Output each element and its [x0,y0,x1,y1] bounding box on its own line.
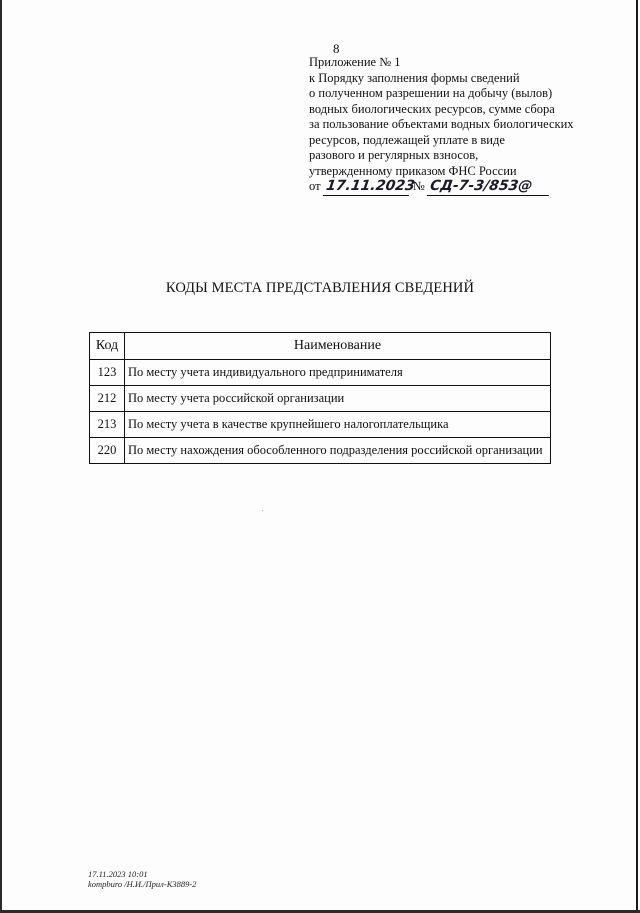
header-line: водных биологических ресурсов, сумме сбора [309,101,555,116]
row-code: 220 [90,438,125,464]
header-line: ресурсов, подлежащей уплате в виде [309,132,505,147]
table-row [90,386,551,412]
order-reference [309,179,609,196]
row-code: 123 [90,360,125,386]
header-line: утвержденному приказом ФНС России [309,163,517,178]
table-header-row [90,333,551,360]
table-row [90,360,551,386]
order-date-handwritten: 17.11.2023 [323,179,411,196]
header-line: за пользование объектами водных биологических [309,117,574,131]
order-prefix: от [309,179,321,193]
row-name: По месту учета российской организации [125,386,551,412]
header-line: к Порядку заполнения формы сведений [309,70,520,85]
scan-edge-left [0,0,2,913]
order-number-handwritten: СД-7-3/853@ [427,179,551,196]
scan-edge-right [636,0,638,913]
footer-stamp [88,869,196,889]
row-name: По месту нахождения обособленного подразделения российской организации [125,438,551,464]
appendix-header [309,55,609,196]
row-code: 213 [90,412,125,438]
codes-table [89,332,551,464]
column-header-code: Код [90,333,125,360]
column-header-name: Наименование [125,333,551,360]
page-number: 8 [333,41,340,56]
table-row [90,438,551,464]
footer-file-reference: kompburo /Н.И./Прил-К3889-2 [88,879,197,889]
header-line: Приложение № 1 [309,55,401,69]
header-line: о полученном разрешении на добычу (вылов) [309,86,553,100]
row-code: 212 [90,386,125,412]
row-name: По месту учета индивидуального предпринимателя [125,360,551,386]
footer-timestamp: 17.11.2023 10:01 [88,869,148,879]
table-row [90,412,551,438]
header-line: разового и регулярных взносов, [309,148,479,162]
order-number-prefix: № [412,179,425,193]
row-name: По месту учета в качестве крупнейшего налогоплательщика [125,412,551,438]
scan-speck [262,510,263,511]
document-title: КОДЫ МЕСТА ПРЕДСТАВЛЕНИЯ СВЕДЕНИЙ [165,280,475,296]
